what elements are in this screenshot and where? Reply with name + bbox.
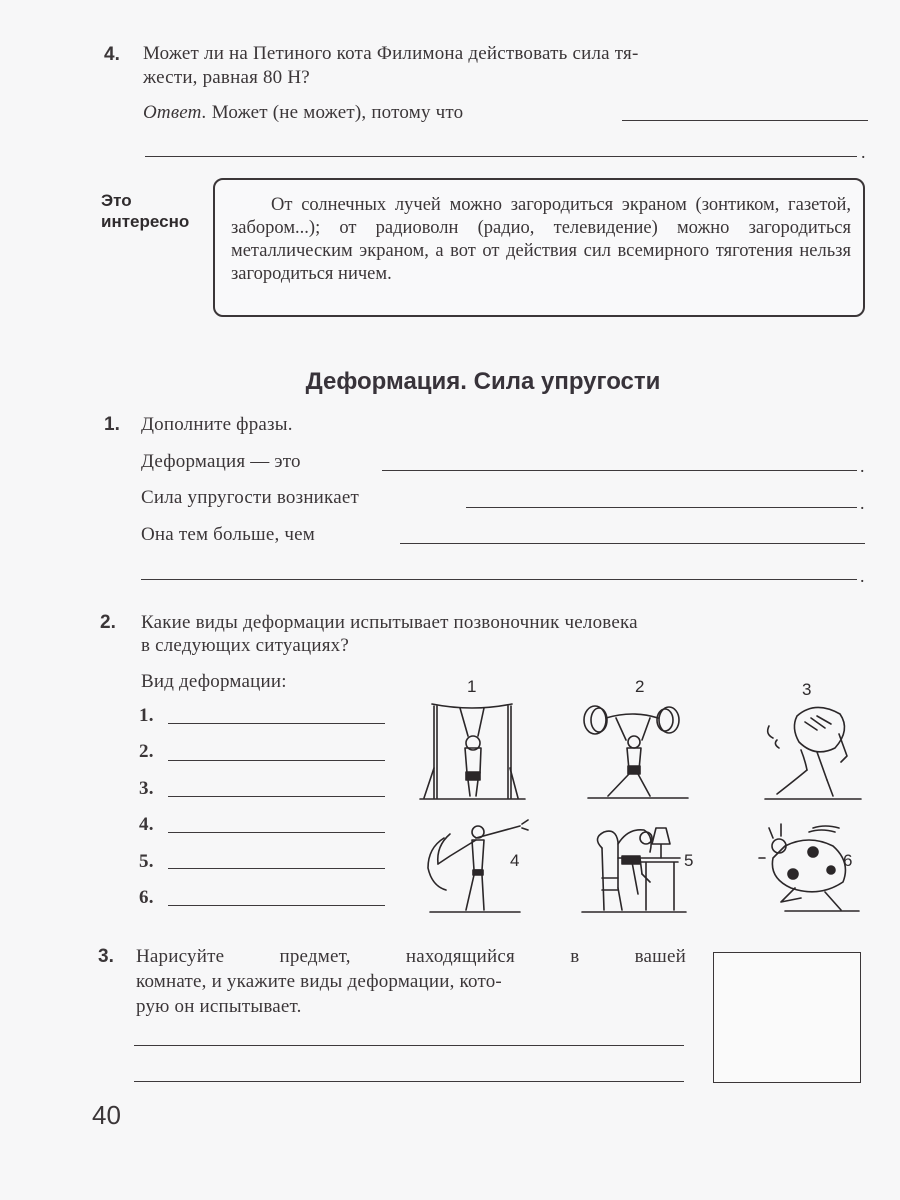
- question-3-number: 3.: [98, 946, 114, 967]
- q3-answer-blank-2[interactable]: [134, 1081, 684, 1082]
- question-4-answer: [143, 102, 463, 124]
- deformation-blank[interactable]: [382, 470, 857, 471]
- period: .: [860, 456, 865, 476]
- person-carrying-sack-icon: [755, 700, 865, 800]
- greater-when-blank-1[interactable]: [400, 543, 865, 544]
- q3-answer-blank-1[interactable]: [134, 1045, 684, 1046]
- answer-blank-1[interactable]: [168, 723, 385, 724]
- item-number-4: 4.: [139, 814, 154, 835]
- callout-text: От солнечных лучей можно загородиться экраном (зонтиком, газетой, забором...); от радиоволн (радио, телевидение) можно загородиться металлическим экраном, а вот от действия сил всемирного тяготения нельзя загородиться ничем.: [231, 195, 851, 284]
- phrase-deformation: Деформация — это: [141, 451, 301, 472]
- figure-label-4: 4: [510, 851, 520, 870]
- question-2-number: 2.: [100, 612, 116, 633]
- figure-label-1: 1: [467, 677, 477, 696]
- answer-label: Ответ.: [143, 102, 207, 123]
- callout-label-line2: интересно: [101, 212, 190, 231]
- answer-blank-4[interactable]: [168, 832, 385, 833]
- figure-label-5: 5: [684, 851, 694, 870]
- weightlifter-icon: [578, 700, 688, 800]
- question-3-line3: рую он испытывает.: [136, 996, 302, 1017]
- question-2-line1: Какие виды деформации испытывает позвоночник человека: [141, 612, 638, 633]
- gymnast-hanging-icon: [420, 698, 530, 798]
- elastic-force-blank[interactable]: [466, 507, 857, 508]
- greater-when-blank-2[interactable]: [141, 579, 857, 580]
- phrase-elastic-force: Сила упругости возникает: [141, 487, 359, 508]
- callout-label-line1: Это: [101, 191, 132, 210]
- item-number-2: 2.: [139, 741, 154, 762]
- q4-answer-blank-1[interactable]: [622, 120, 868, 121]
- answer-blank-2[interactable]: [168, 760, 385, 761]
- item-number-6: 6.: [139, 887, 154, 908]
- answer-blank-3[interactable]: [168, 796, 385, 797]
- period: .: [860, 566, 865, 586]
- figure-label-2: 2: [635, 677, 645, 696]
- section-title: Деформация. Сила упругости: [305, 368, 661, 395]
- wrestlers-icon: [755, 818, 865, 913]
- question-4-line1: Может ли на Петиного кота Филимона действовать сила тя-: [143, 43, 639, 64]
- item-number-1: 1.: [139, 705, 154, 726]
- drawing-box[interactable]: [713, 952, 861, 1083]
- page-number: 40: [92, 1100, 121, 1130]
- figure-label-6: 6: [843, 851, 853, 870]
- question-2-line2: в следующих ситуациях?: [141, 635, 349, 656]
- answer-blank-6[interactable]: [168, 905, 385, 906]
- answer-text: Может (не может), потому что: [211, 102, 464, 123]
- q4-answer-blank-2[interactable]: [145, 156, 857, 157]
- callout-label: [101, 190, 189, 232]
- item-number-3: 3.: [139, 778, 154, 799]
- phrase-greater-when: Она тем больше, чем: [141, 524, 316, 545]
- item-number-5: 5.: [139, 851, 154, 872]
- period: .: [861, 142, 866, 162]
- question-1-number: 1.: [104, 414, 120, 435]
- answer-blank-5[interactable]: [168, 868, 385, 869]
- person-slouching-desk-icon: [582, 818, 692, 913]
- question-4-line2: жести, равная 80 Н?: [143, 67, 310, 88]
- callout-box: [213, 178, 865, 317]
- person-twisting-icon: [420, 818, 530, 913]
- deformation-type-label: Вид деформации:: [141, 671, 287, 692]
- period: .: [860, 493, 865, 513]
- figure-label-3: 3: [802, 680, 812, 699]
- question-4-number: 4.: [104, 44, 120, 65]
- question-3-line2: комнате, и укажите виды деформации, кото-: [136, 971, 502, 992]
- question-3-line1: Нарисуйте предмет, находящийся в вашей: [136, 946, 686, 967]
- question-1-prompt: Дополните фразы.: [141, 414, 293, 435]
